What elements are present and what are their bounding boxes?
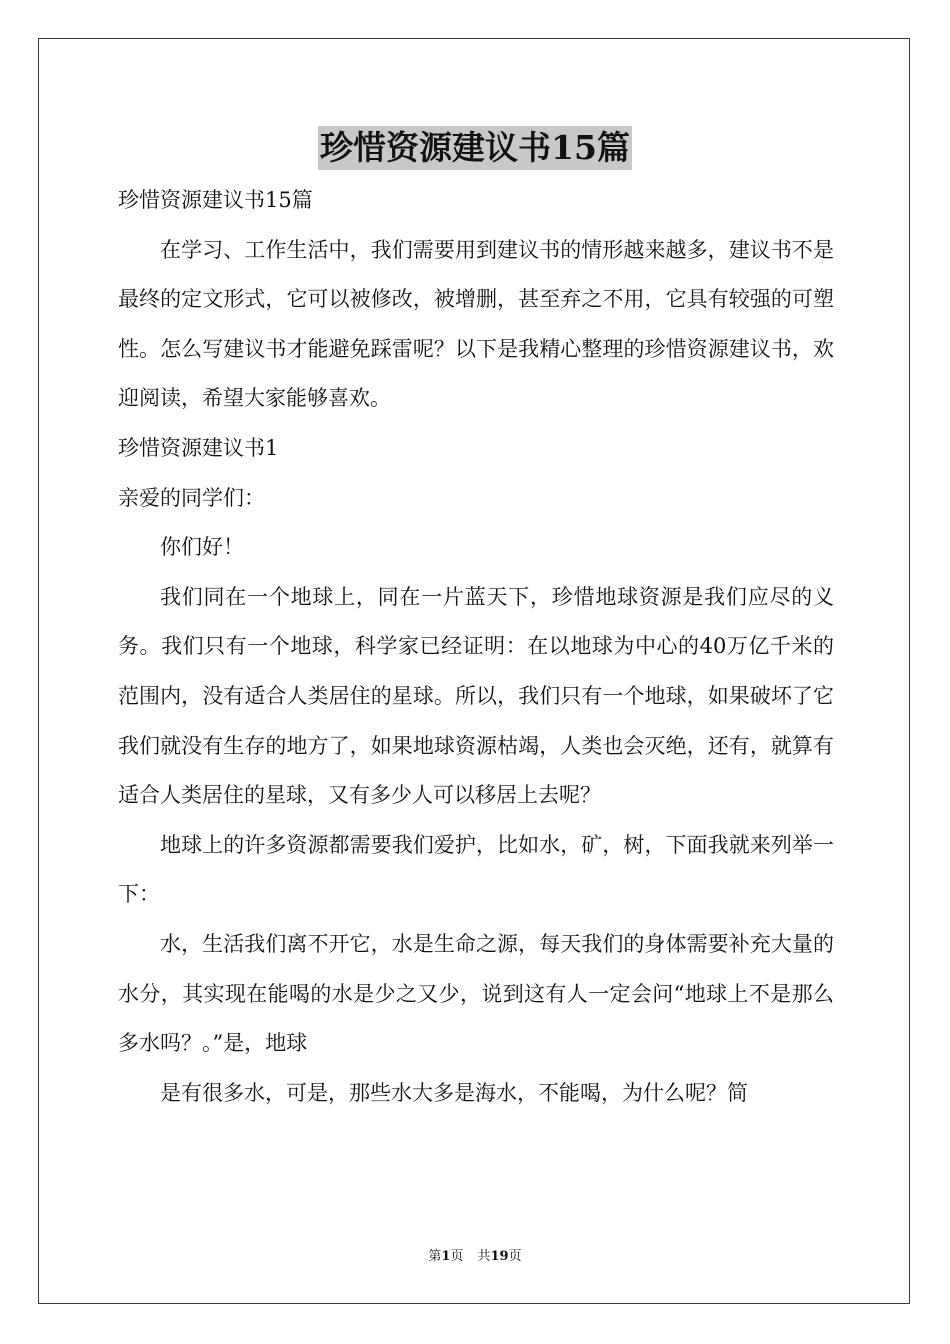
title-block	[0, 126, 950, 170]
total-suffix: 页	[508, 1249, 522, 1264]
salutation: 亲爱的同学们：	[118, 485, 265, 510]
total-pages: 19	[490, 1249, 509, 1264]
page-number: 1	[441, 1249, 451, 1264]
subtitle-line: 珍惜资源建议书15篇	[118, 188, 313, 212]
document-title: 珍惜资源建议书15篇	[318, 126, 632, 170]
body-paragraph: 我们同在一个地球上，同在一片蓝天下，珍惜地球资源是我们应尽的义务。我们只有一个地球，科学家已经证明：在以地球为中心的40万亿千米的范围内，没有适合人类居住的星球。所以，我们只有一个地球，如果破坏了它我们就没有生存的地方了，如果地球资源枯竭，人类也会灭绝，还有，就算有适合人类居住的星球，又有多少人可以移居上去呢？	[118, 584, 834, 808]
page-prefix: 第	[428, 1249, 442, 1264]
greeting: 你们好！	[160, 535, 244, 560]
body-paragraph: 水，生活我们离不开它，水是生命之源，每天我们的身体需要补充大量的水分，其实现在能喝的水是少之又少，说到这有人一定会问“地球上不是那么多水吗？。”是，地球	[118, 931, 834, 1056]
section-heading: 珍惜资源建议书1	[118, 435, 279, 460]
body-paragraph: 是有很多水，可是，那些水大多是海水，不能喝，为什么呢？简	[160, 1080, 748, 1105]
body-paragraph: 地球上的许多资源都需要我们爱护，比如水，矿，树，下面我就来列举一下：	[118, 832, 834, 907]
total-prefix: 共	[477, 1249, 491, 1264]
page-footer	[0, 1248, 950, 1266]
document-body	[118, 176, 834, 1118]
intro-paragraph: 在学习、工作生活中，我们需要用到建议书的情形越来越多，建议书不是最终的定文形式，它可以被修改，被增删，甚至弃之不用，它具有较强的可塑性。怎么写建议书才能避免踩雷呢？以下是我精心整理的珍惜资源建议书，欢迎阅读，希望大家能够喜欢。	[118, 237, 834, 411]
page-suffix: 页	[450, 1249, 464, 1264]
